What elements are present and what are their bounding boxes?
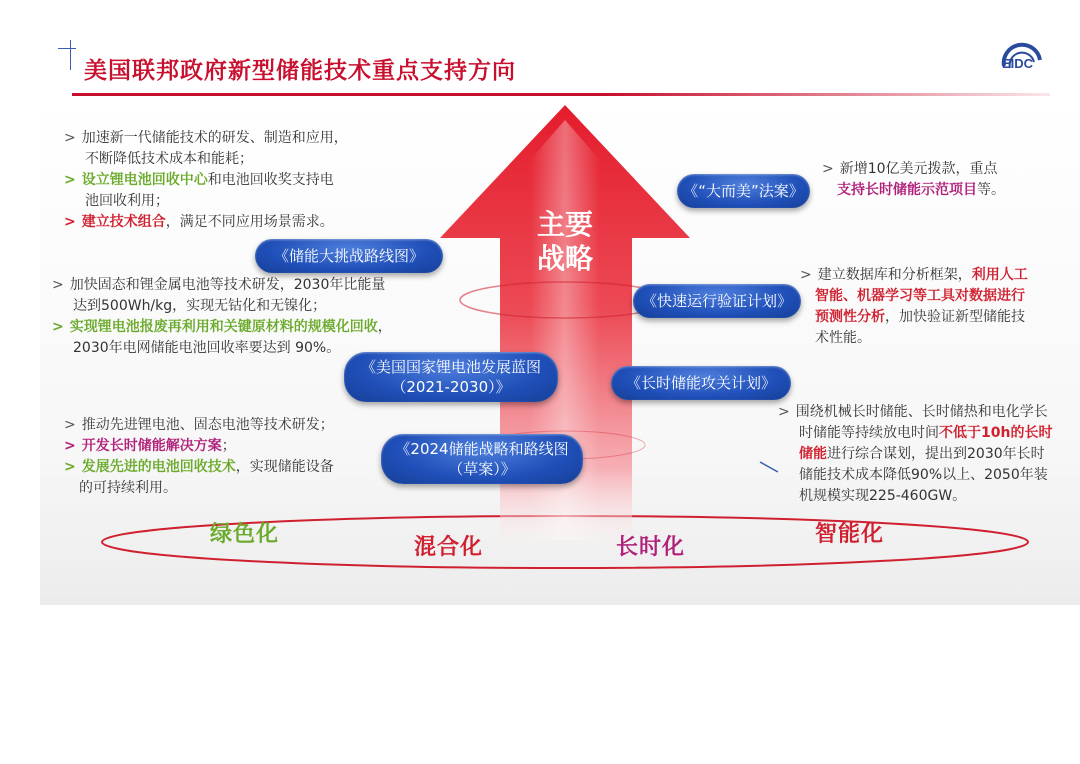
text: 时储能等持续放电时间 <box>799 425 939 441</box>
highlight-text: 预测性分析 <box>815 309 885 325</box>
list-item-cont: 储能技术成本降低90%以上、2050年装 <box>799 467 1048 483</box>
list-item <box>64 436 334 457</box>
highlight-text: 支持长时储能示范项目 <box>837 182 977 198</box>
list-item <box>800 265 1028 286</box>
right-mid-text <box>800 265 1028 349</box>
list-item <box>52 317 392 338</box>
text: ， <box>377 319 392 335</box>
list-item-cont <box>800 286 1028 307</box>
list-item <box>64 128 348 149</box>
list-item <box>64 170 348 191</box>
highlight-text: 实现锂电池报废再利用和关键原材料的规模化回收 <box>69 319 378 335</box>
main-strategy-label <box>520 208 610 276</box>
list-item-cont <box>778 423 1052 444</box>
list-item-cont: 术性能。 <box>815 330 871 346</box>
bullet-arrow-icon: > <box>52 277 64 293</box>
pill-long-duration <box>611 366 791 400</box>
text: ； <box>221 438 236 454</box>
text: 和电池回收奖支持电 <box>207 172 334 188</box>
list-item-cont: 机规模实现225-460GW。 <box>799 488 967 504</box>
list-item-cont: 不断降低技术成本和能耗； <box>85 151 253 167</box>
pill-long-duration-label: 《长时储能攻关计划》 <box>625 374 776 392</box>
left-bottom-text <box>64 415 334 499</box>
pill-rapid-validation-label: 《快速运行验证计划》 <box>641 292 792 310</box>
right-bottom-text <box>778 402 1052 507</box>
highlight-text: 储能 <box>799 446 827 462</box>
pill-big-beautiful-act <box>677 174 810 208</box>
category-green: 绿色化 <box>210 522 280 547</box>
list-item-cont <box>778 444 1052 465</box>
pill-grand-challenge <box>255 239 443 273</box>
text: 建立数据库和分析框架， <box>817 267 972 283</box>
text: 推动先进锂电池、固态电池等技术研发； <box>81 417 334 433</box>
list-item-cont: 的可持续利用。 <box>79 480 177 496</box>
list-item-cont <box>822 180 1005 201</box>
strategy-line-2: 战略 <box>536 242 593 275</box>
text: ，实现储能设备 <box>235 459 334 475</box>
highlight-text: 发展先进的电池回收技术 <box>81 459 236 475</box>
pill-battery-blueprint <box>344 352 558 402</box>
highlight-text: 建立技术组合 <box>81 214 166 230</box>
list-item-cont: 2030年电网储能电池回收率要达到 90%。 <box>73 340 341 356</box>
list-item <box>64 415 334 436</box>
text: 新增10亿美元拨款，重点 <box>839 161 998 177</box>
list-item <box>52 275 392 296</box>
bullet-arrow-icon: > <box>64 214 76 230</box>
left-mid-text <box>52 275 392 359</box>
pill-roadmap-line-1: 《2024储能战略和路线图 <box>395 440 569 458</box>
category-smart: 智能化 <box>815 522 885 547</box>
pill-rapid-validation <box>633 284 801 318</box>
bullet-arrow-icon: > <box>64 459 76 475</box>
highlight-text: 设立锂电池回收中心 <box>81 172 208 188</box>
list-item <box>778 402 1052 423</box>
pill-grand-challenge-label: 《储能大挑战路线图》 <box>273 247 424 265</box>
connector-line <box>760 462 778 472</box>
right-top-text <box>822 159 1005 201</box>
category-long-duration: 长时化 <box>616 535 686 560</box>
left-top-text <box>64 128 348 233</box>
category-hybrid: 混合化 <box>414 535 484 560</box>
list-item-cont: 达到500Wh/kg，实现无钴化和无镍化； <box>73 298 327 314</box>
list-item-cont <box>800 307 1028 328</box>
text: ，满足不同应用场景需求。 <box>165 214 334 230</box>
bullet-arrow-icon: > <box>778 404 790 420</box>
bullet-arrow-icon: > <box>64 417 76 433</box>
list-item-cont: 池回收利用； <box>85 193 169 209</box>
highlight-text: 智能、机器学习等工具对数据进行 <box>815 288 1025 304</box>
bullet-arrow-icon: > <box>822 161 834 177</box>
bullet-arrow-icon: > <box>64 172 76 188</box>
bullet-arrow-icon: > <box>64 438 76 454</box>
pill-big-beautiful-label: 《“大而美”法案》 <box>683 182 804 200</box>
page-title: 美国联邦政府新型储能技术重点支持方向 <box>84 58 516 84</box>
highlight-text: 开发长时储能解决方案 <box>81 438 222 454</box>
strategy-line-1: 主要 <box>536 208 593 241</box>
text: 等。 <box>977 182 1005 198</box>
pill-roadmap-line-2: （草案）》 <box>448 460 516 478</box>
list-item <box>64 457 334 478</box>
pill-blueprint-line-1: 《美国国家锂电池发展蓝图 <box>360 358 541 376</box>
pill-2024-roadmap <box>381 434 583 484</box>
highlight-text: 利用人工 <box>971 267 1028 283</box>
text: ，加快验证新型储能技 <box>885 309 1025 325</box>
list-item <box>822 159 1005 180</box>
bullet-arrow-icon: > <box>800 267 812 283</box>
text: 进行综合谋划，提出到2030年长时 <box>827 446 1045 462</box>
text: 围绕机械长时储能、长时储热和电化学长 <box>795 404 1048 420</box>
highlight-text: 不低于10h的长时 <box>939 425 1053 441</box>
pill-blueprint-line-2: （2021-2030）》 <box>391 378 511 396</box>
bullet-arrow-icon: > <box>52 319 64 335</box>
logo-text: EIDC <box>1002 56 1034 71</box>
bullet-arrow-icon: > <box>64 130 76 146</box>
text: 加快固态和锂金属电池等技术研发，2030年比能量 <box>69 277 386 293</box>
text: 加速新一代储能技术的研发、制造和应用， <box>81 130 348 146</box>
list-item <box>64 212 348 233</box>
